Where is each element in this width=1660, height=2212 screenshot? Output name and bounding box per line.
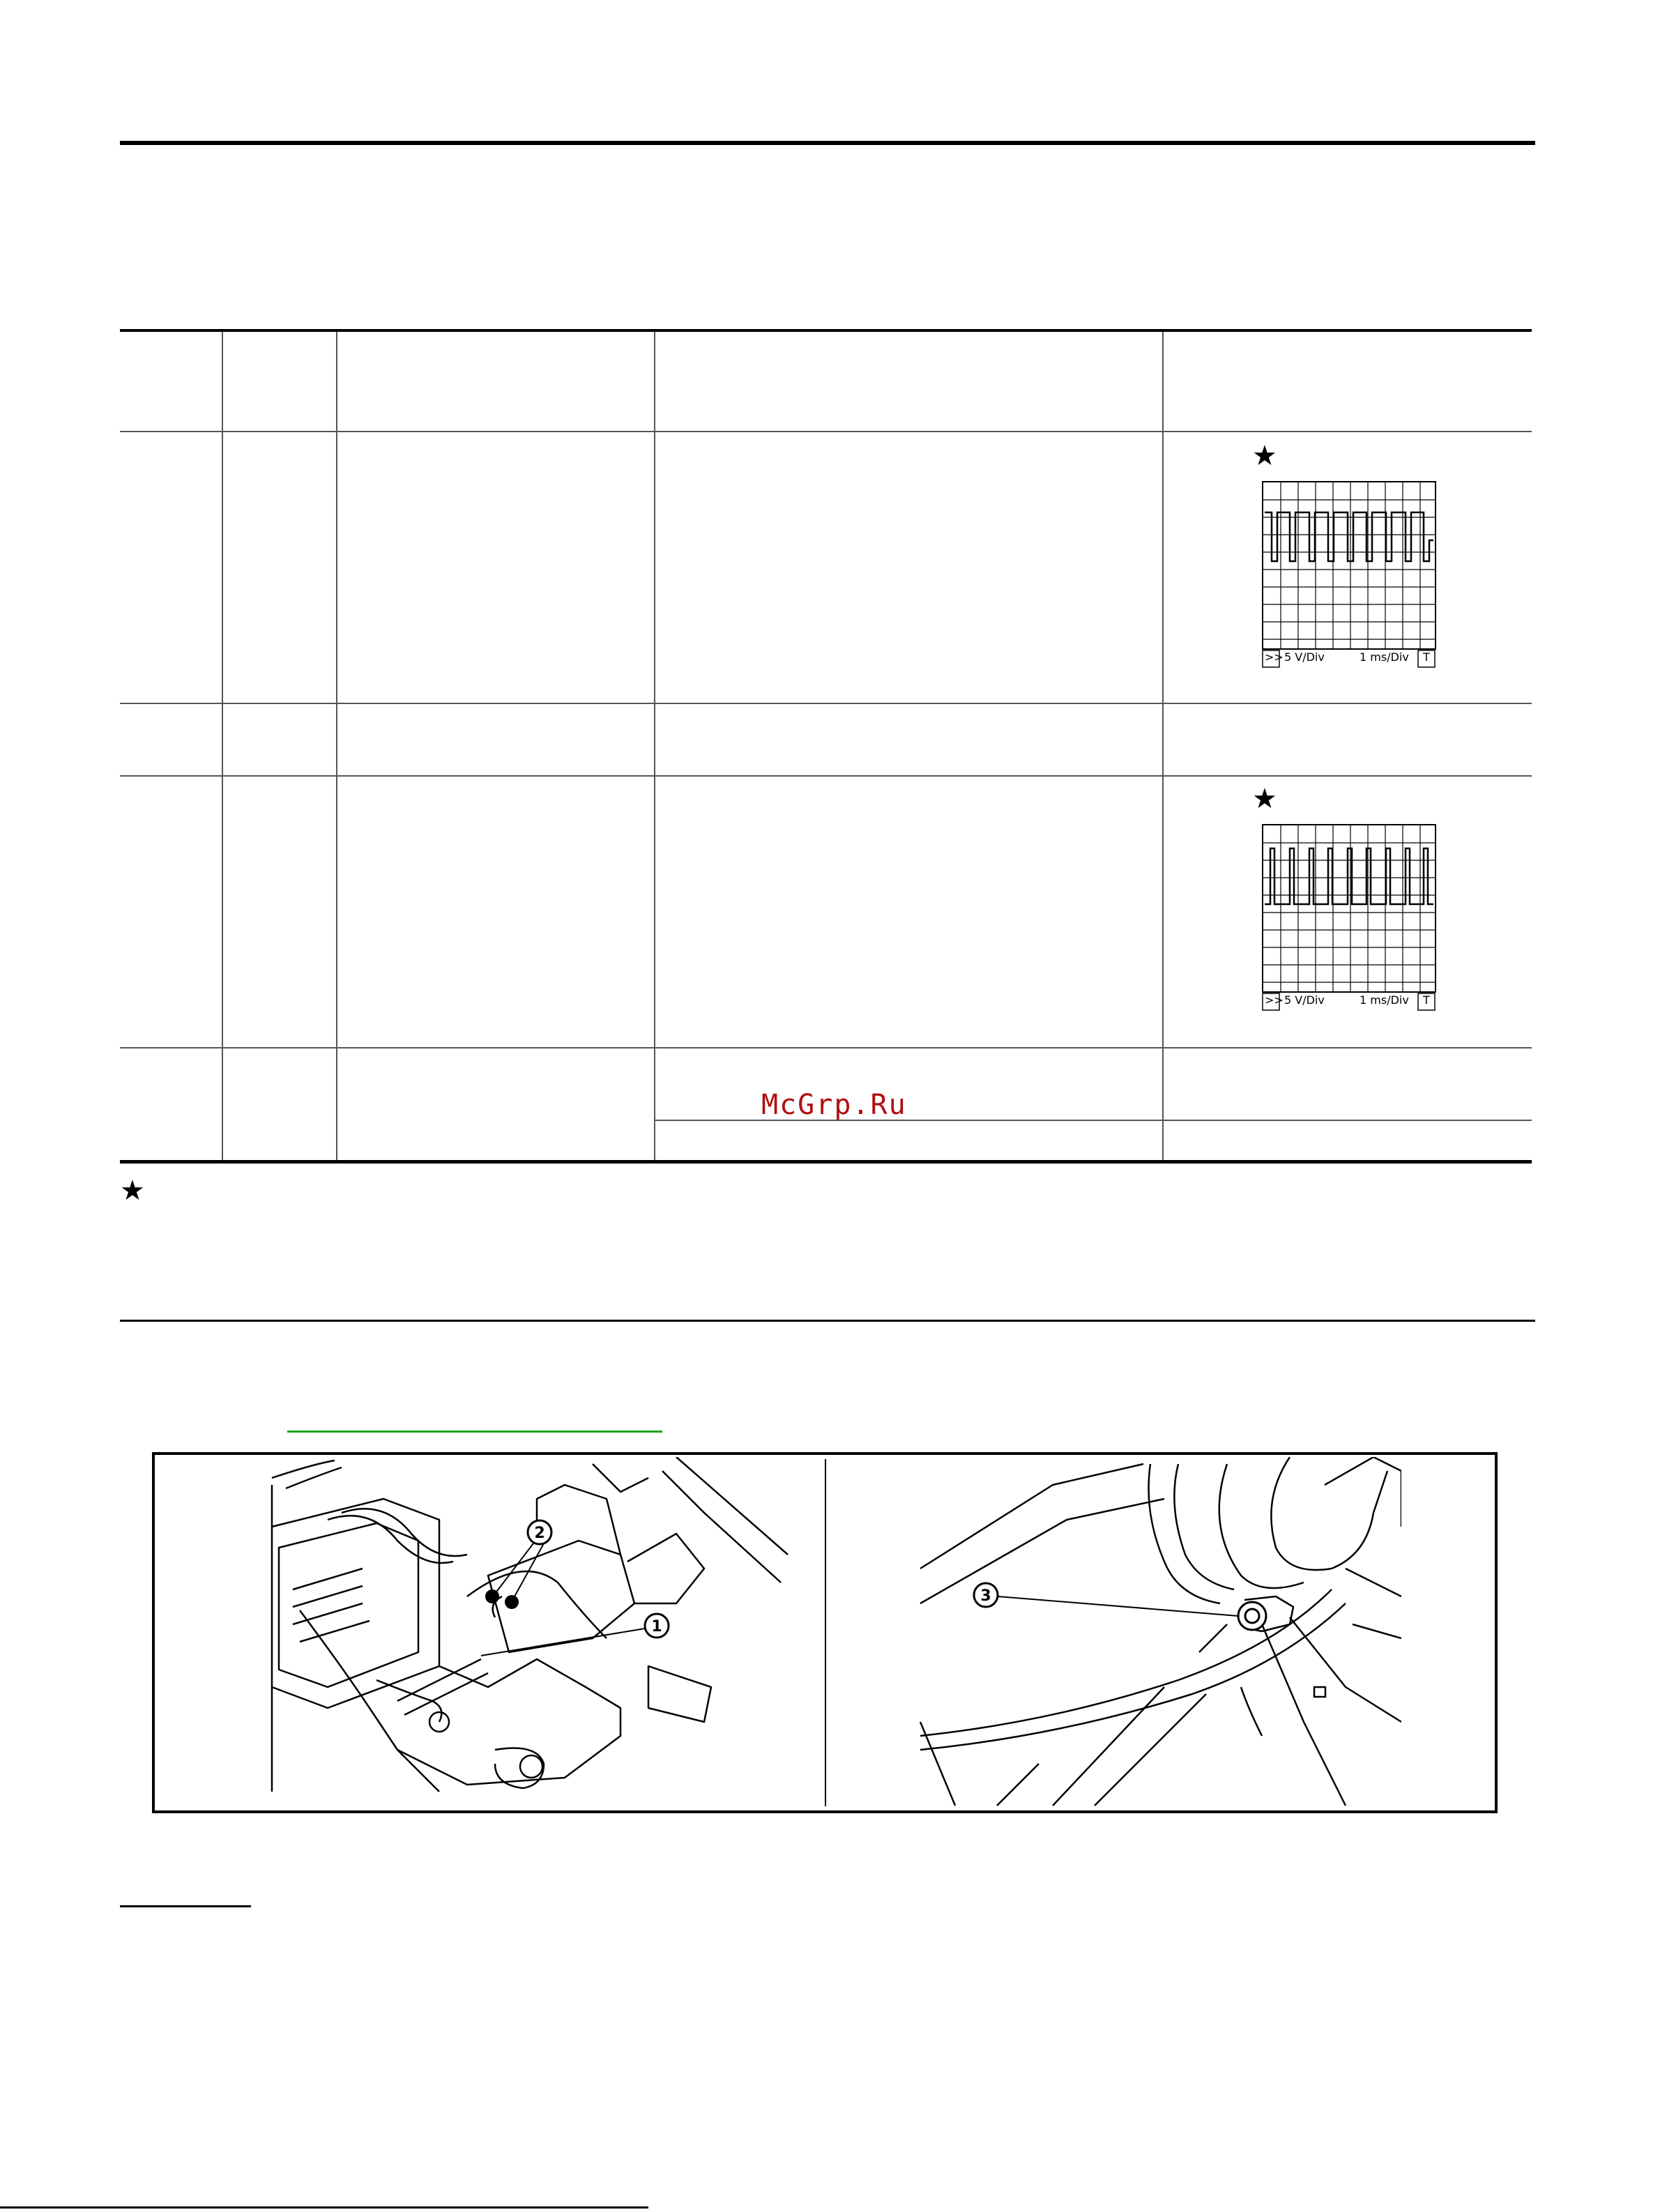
oscilloscope-waveform-2	[1262, 824, 1436, 1011]
volt-per-div-label: 5 V/Div	[1284, 993, 1325, 1007]
body-ground-illustration	[913, 1457, 1401, 1809]
table-top-rule	[120, 329, 1532, 332]
callout-3: 3	[980, 1587, 991, 1605]
section-rule	[120, 1320, 1535, 1322]
figure-divider	[825, 1459, 826, 1806]
column-divider	[654, 332, 655, 1160]
time-per-div-label: 1 ms/Div	[1360, 993, 1409, 1007]
row-separator	[120, 703, 1532, 704]
scope-right-mark: T	[1423, 650, 1430, 664]
callout-1: 1	[651, 1618, 662, 1635]
footer-rule	[0, 2206, 648, 2209]
watermark-text: McGrp.Ru	[761, 1089, 907, 1121]
waveform-graph-1	[1262, 481, 1436, 668]
table-bottom-rule	[120, 1160, 1532, 1164]
star-mark: ★	[1252, 783, 1277, 815]
callout-2: 2	[534, 1525, 545, 1542]
scope-left-mark: >>	[1265, 993, 1284, 1007]
row-separator	[120, 775, 1532, 777]
table-header-rule	[120, 431, 1532, 432]
waveform-graph-2	[1262, 824, 1436, 1011]
star-mark: ★	[1252, 440, 1277, 472]
engine-room-illustration	[258, 1457, 816, 1809]
footnote-star: ★	[120, 1175, 145, 1207]
subheading-underline	[120, 1905, 251, 1907]
time-per-div-label: 1 ms/Div	[1360, 650, 1409, 664]
column-divider	[222, 332, 223, 1160]
volt-per-div-label: 5 V/Div	[1284, 650, 1325, 664]
scope-left-mark: >>	[1265, 650, 1284, 664]
oscilloscope-waveform-1	[1262, 481, 1436, 668]
column-divider	[336, 332, 337, 1160]
scope-right-mark: T	[1423, 993, 1430, 1007]
column-divider	[1162, 332, 1164, 1160]
header-rule	[120, 141, 1535, 145]
reference-link-underline[interactable]	[287, 1431, 662, 1433]
row-separator	[120, 1047, 1532, 1048]
